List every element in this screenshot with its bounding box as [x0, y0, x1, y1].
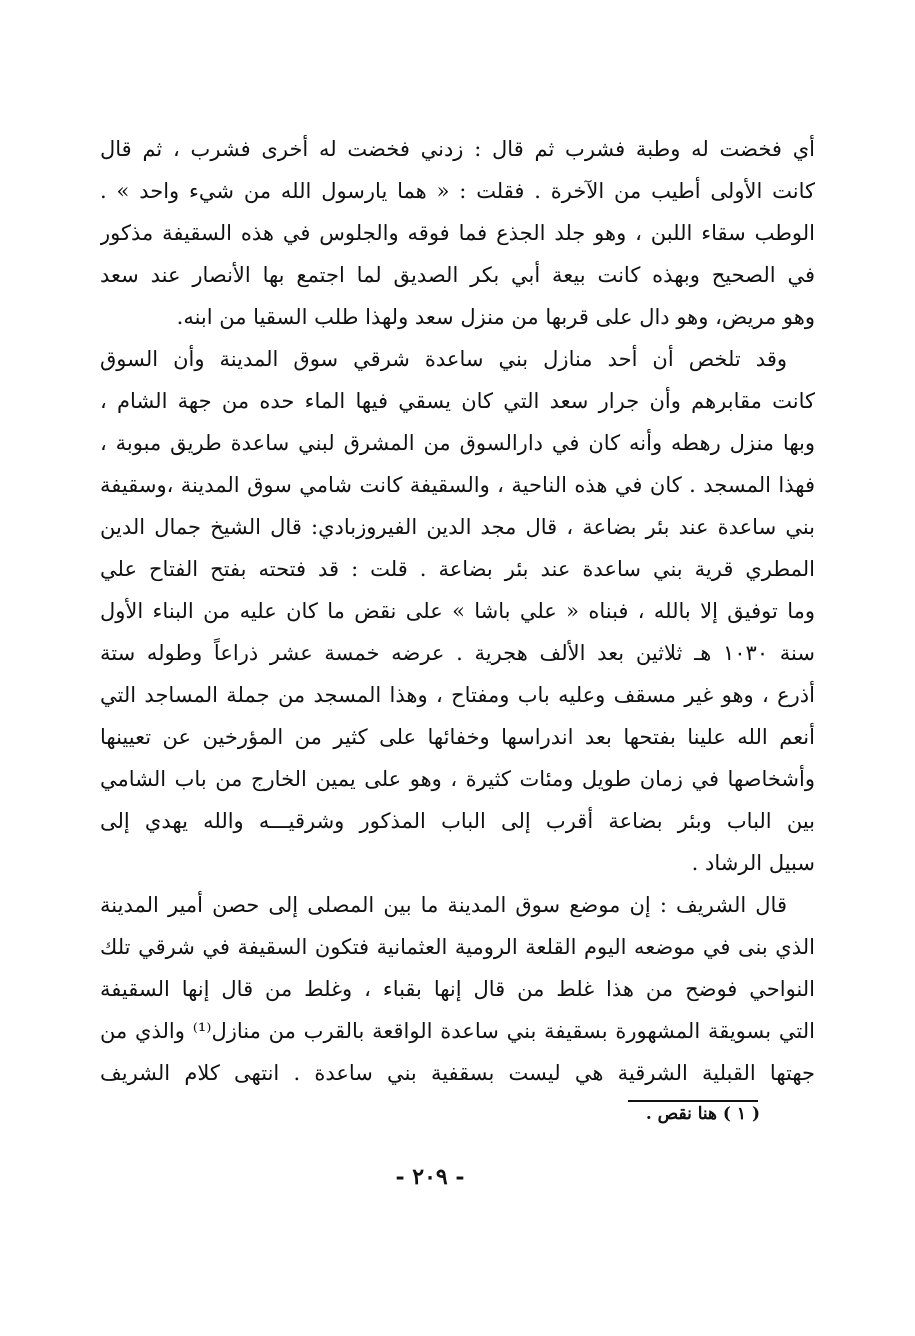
text-line: كانت الأولى أطيب من الآخرة . فقلت : « هما يارسول الله من شيء واحد » . — [100, 179, 815, 203]
footnote-divider — [628, 1100, 758, 1102]
text-line: وقد تلخص أن أحد منازل بني ساعدة شرقي سوق المدينة وأن السوق — [100, 347, 787, 371]
text-line: سنة ١٠٣٠ هـ ثلاثين بعد الألف هجرية . عرضه خمسة عشر ذراعاً وطوله ستة — [100, 641, 815, 665]
text-line: وهو مريض، وهو دال على قربها من منزل سعد ولهذا طلب السقيا من ابنه. — [176, 305, 815, 329]
text-line: وأشخاصها في زمان طويل ومئات كثيرة ، وهو على يمين الخارج من باب الشامي — [100, 767, 815, 791]
text-line: أي فخضت له وطبة فشرب ثم قال : زدني فخضت له أخرى فشرب ، ثم قال — [100, 137, 815, 161]
text-line: فهذا المسجد . كان في هذه الناحية ، والسقيفة كانت شامي سوق المدينة ،وسقيفة — [100, 473, 815, 497]
text-line: وما توفيق إلا بالله ، فبناه « علي باشا » على نقض ما كان عليه من البناء الأول — [100, 599, 815, 623]
text-line: أذرع ، وهو غير مسقف وعليه باب ومفتاح ، وهذا المسجد من جملة المساجد التي — [100, 683, 815, 707]
text-line: النواحي فوضح من هذا غلط من قال إنها بقباء ، وغلط من قال إنها السقيفة — [100, 977, 815, 1001]
page-number: - ٢٠٩ - — [395, 1164, 465, 1190]
text-line: بين الباب وبئر بضاعة أقرب إلى الباب المذكور وشرقيـــه والله يهدي إلى — [100, 809, 815, 833]
text-line: سبيل الرشاد . — [691, 851, 815, 875]
text-line: بني ساعدة عند بئر بضاعة ، قال مجد الدين الفيروزبادي: قال الشيخ جمال الدين — [100, 515, 815, 539]
text-line: كانت مقابرهم وأن جرار سعد التي كان يسقي فيها الماء حده من جهة الشام ، — [100, 389, 815, 413]
text-line: المطري قرية بني ساعدة عند بئر بضاعة . قلت : قد فتحته بفتح الفتاح علي — [100, 557, 815, 581]
text-line: جهتها القبلية الشرقية هي ليست بسقفية بني ساعدة . انتهى كلام الشريف — [100, 1061, 815, 1085]
text-line: في الصحيح وبهذه كانت بيعة أبي بكر الصديق لما اجتمع بها الأنصار عند سعد — [100, 263, 815, 287]
footnote: ( ١ ) هنا نقص . — [645, 1104, 760, 1124]
text-line: قال الشريف : إن موضع سوق المدينة ما بين المصلى إلى حصن أمير المدينة — [100, 893, 787, 917]
text-line: التي بسويقة المشهورة بسقيفة بني ساعدة الواقعة بالقرب من منازل⁽¹⁾ والذي من — [100, 1019, 815, 1043]
text-line: أنعم الله علينا بفتحها بعد اندراسها وخفائها على كثير من المؤرخين عن تعيينها — [100, 725, 815, 749]
text-line: الذي بنى في موضعه اليوم القلعة الرومية العثمانية فتكون السقيفة في شرقي تلك — [100, 935, 815, 959]
body-text — [100, 128, 815, 1094]
text-line: وبها منزل رهطه وأنه كان في دارالسوق من المشرق لبني ساعدة طريق مبوبة ، — [100, 431, 815, 455]
text-line: الوطب سقاء اللبن ، وهو جلد الجذع فما فوقه والجلوس في هذه السقيفة مذكور — [100, 221, 815, 245]
